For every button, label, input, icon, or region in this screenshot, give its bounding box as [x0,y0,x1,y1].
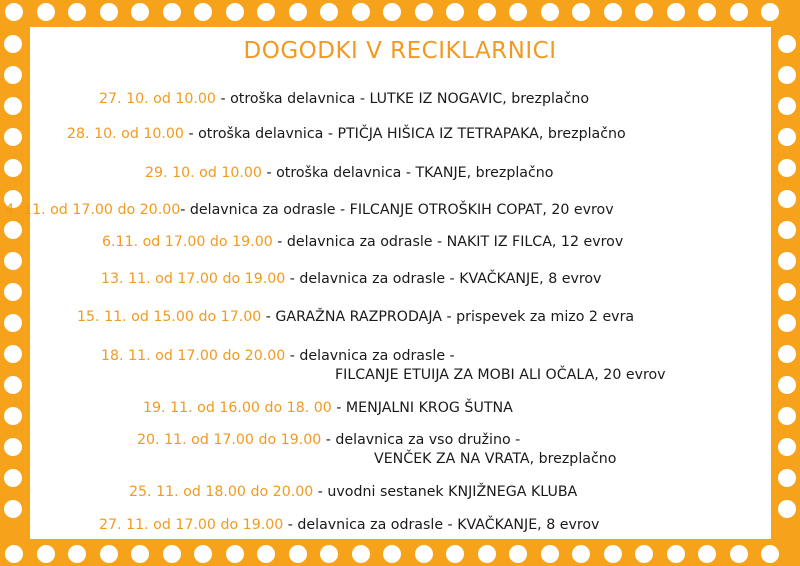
event-date: 19. 11. od 16.00 do 18. 00 [143,400,332,416]
event-description: - delavnica za vso družino - [321,432,521,448]
border-dot [541,3,559,21]
event-date: 13. 11. od 17.00 do 19.00 [101,271,286,287]
border-dot [257,3,275,21]
border-dot [163,545,181,563]
border-dot [604,545,622,563]
event-date: 15. 11. od 15.00 do 17.00 [77,309,262,325]
event-row [143,399,513,417]
border-dot [383,3,401,21]
border-dot [383,545,401,563]
border-dot [778,128,796,146]
border-dot [4,438,22,456]
border-dot [131,545,149,563]
event-row [99,90,589,108]
border-dot [730,3,748,21]
event-continuation: FILCANJE ETUIJA ZA MOBI ALI OČALA, 20 evrov [335,367,666,383]
event-description: - uvodni sestanek KNJIŽNEGA KLUBA [313,484,578,500]
event-row [67,125,626,143]
border-dot [100,545,118,563]
event-row [77,308,634,326]
event-date: 25. 11. od 18.00 do 20.00 [129,484,314,500]
event-date: 20. 11. od 17.00 do 19.00 [137,432,322,448]
border-dot [761,545,779,563]
border-dot [37,545,55,563]
border-dot [131,3,149,21]
border-dot [667,3,685,21]
event-description: - delavnica za odrasle - KVAČKANJE, 8 evrov [283,517,600,533]
border-dot [320,545,338,563]
border-dot [509,3,527,21]
event-continuation: VENČEK ZA NA VRATA, brezplačno [374,451,617,467]
border-dot [698,3,716,21]
event-row [102,233,623,251]
border-dot [778,314,796,332]
border-dot [4,500,22,518]
border-dot [4,376,22,394]
border-dot [4,159,22,177]
border-dot [635,545,653,563]
border-dot [698,545,716,563]
event-date: 28. 10. od 10.00 [67,126,184,142]
border-dot [68,3,86,21]
event-row [5,201,614,219]
border-dot [4,314,22,332]
event-description: - otroška delavnica - LUTKE IZ NOGAVIC, brezplačno [215,91,590,107]
border-dot [415,545,433,563]
border-dot [778,438,796,456]
event-row [101,270,601,288]
border-dot [320,3,338,21]
border-dot [572,545,590,563]
border-dot [68,545,86,563]
border-dot [778,283,796,301]
border-dot [541,545,559,563]
event-description: - delavnica za odrasle - NAKIT IZ FILCA, 12 evrov [272,234,624,250]
border-dot [4,283,22,301]
border-dot [478,545,496,563]
event-description: - MENJALNI KROG ŠUTNA [331,400,513,416]
border-dot [4,97,22,115]
border-dot [226,3,244,21]
border-dot [415,3,433,21]
border-dot [4,128,22,146]
border-dot [100,3,118,21]
border-dot [778,376,796,394]
border-dot [163,3,181,21]
event-description: - otroška delavnica - PTIČJA HIŠICA IZ TETRAPAKA, brezplačno [183,126,626,142]
border-dot [4,221,22,239]
border-dot [778,221,796,239]
border-dot [446,545,464,563]
event-description: - otroška delavnica - TKANJE, brezplačno [261,165,554,181]
event-date: 27. 11. od 17.00 do 19.00 [99,517,284,533]
event-description: - delavnica za odrasle - [285,348,455,364]
border-dot [730,545,748,563]
event-date: 6.11. od 17.00 do 19.00 [102,234,273,250]
border-dot [4,345,22,363]
event-row [101,347,455,365]
border-dot [289,3,307,21]
event-date: 27. 10. od 10.00 [99,91,216,107]
border-dot [4,66,22,84]
event-row [137,431,520,449]
border-dot [509,545,527,563]
border-dot [194,545,212,563]
border-dot [4,469,22,487]
event-date: 18. 11. od 17.00 do 20.00 [101,348,286,364]
border-dot [778,190,796,208]
event-description: - GARAŽNA RAZPRODAJA - prispevek za mizo 2 evra [261,309,635,325]
border-dot [572,3,590,21]
border-dot [352,545,370,563]
border-dot [778,469,796,487]
event-row [129,483,577,501]
border-dot [778,97,796,115]
border-dot [778,159,796,177]
border-dot [635,3,653,21]
border-dot [4,407,22,425]
border-dot [5,545,23,563]
border-dot [778,252,796,270]
border-dot [778,345,796,363]
border-dot [778,407,796,425]
event-row [99,516,599,534]
border-dot [194,3,212,21]
border-dot [446,3,464,21]
border-dot [778,500,796,518]
border-dot [37,3,55,21]
event-date: 4. 11. od 17.00 do 20.00 [5,202,181,218]
border-dot [257,545,275,563]
border-dot [604,3,622,21]
page-title: DOGODKI V RECIKLARNICI [243,38,557,64]
border-dot [478,3,496,21]
border-dot [778,66,796,84]
border-dot [667,545,685,563]
border-dot [5,3,23,21]
border-dot [4,252,22,270]
border-dot [761,3,779,21]
event-description: - delavnica za odrasle - FILCANJE OTROŠKIH COPAT, 20 evrov [180,202,614,218]
event-date: 29. 10. od 10.00 [145,165,262,181]
event-row [145,164,553,182]
event-description: - delavnica za odrasle - KVAČKANJE, 8 evrov [285,271,602,287]
border-dot [352,3,370,21]
border-dot [289,545,307,563]
border-dot [226,545,244,563]
